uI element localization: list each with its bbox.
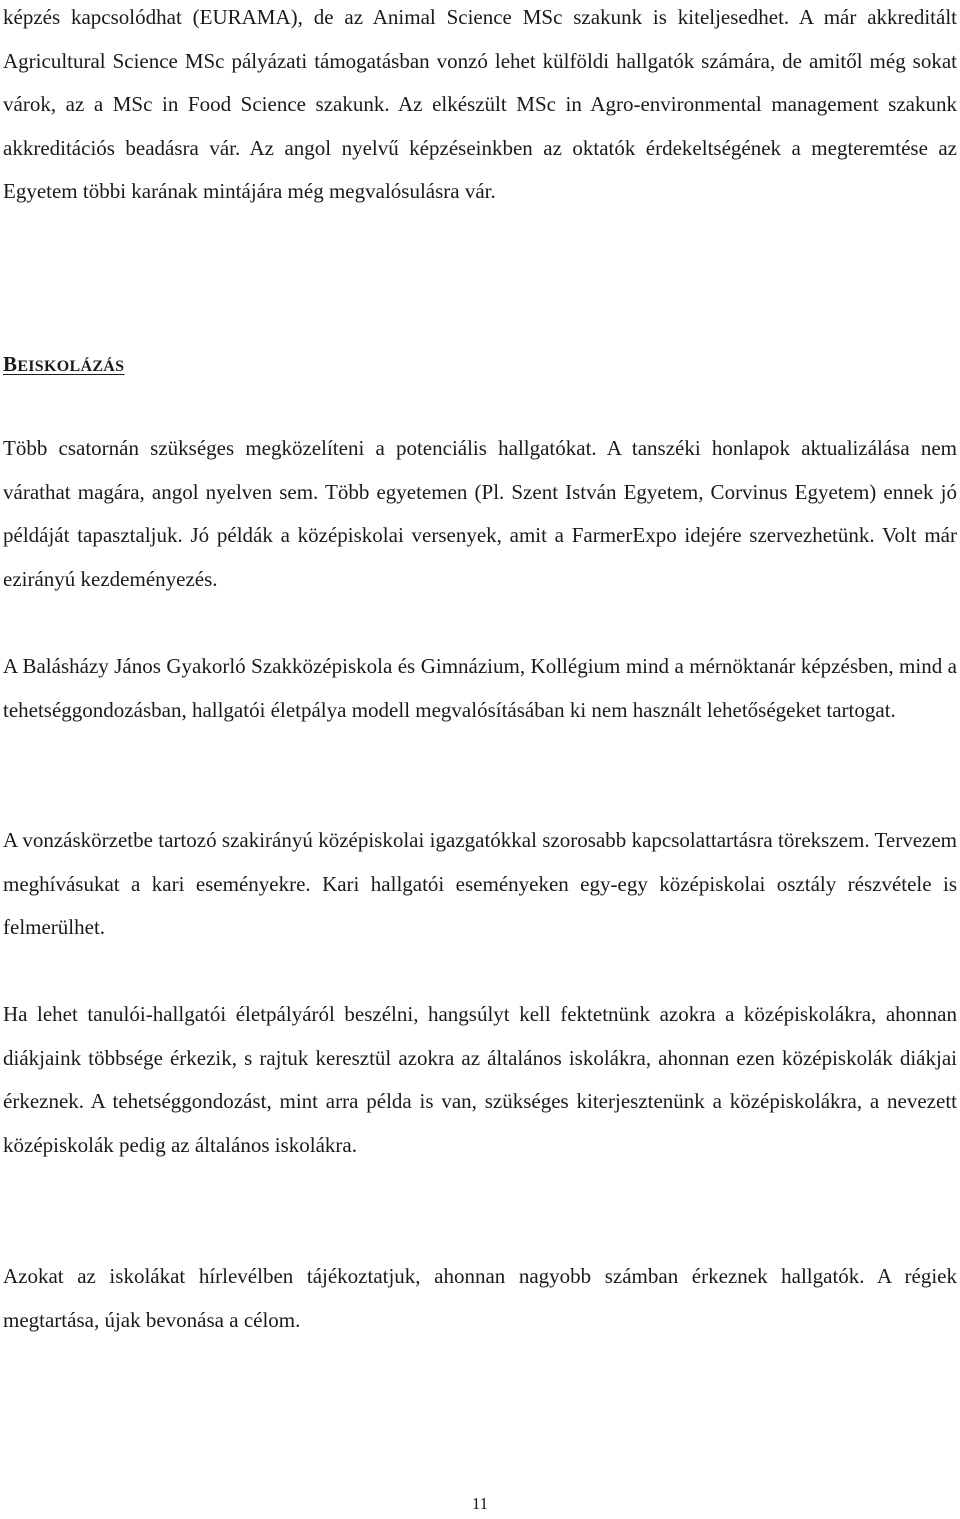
- paragraph-newsletter: Azokat az iskolákat hírlevélben tájékoztatjuk, ahonnan nagyobb számban érkeznek hallgatók. A régiek megtartása, újak bevonása a célom.: [3, 1264, 957, 1332]
- page-number: 11: [471, 1494, 489, 1513]
- paragraph-regional-schools: A vonzáskörzetbe tartozó szakirányú középiskolai igazgatókkal szorosabb kapcsolattartásra törekszem. Tervezem meghívásukat a kari eseményekre. Kari hallgatói eseményeken egy-egy középiskolai osztály részvétele is felmerülhet.: [3, 828, 957, 940]
- heading-initial: B: [3, 352, 18, 376]
- heading-rest: EISKOLÁZÁS: [17, 358, 125, 375]
- paragraph-career-path: Ha lehet tanulói-hallgatói életpályáról beszélni, hangsúlyt kell fektetnünk azokra a középiskolákra, ahonnan diákjaink többsége érkezik, s rajtuk keresztül azokra az általános iskolákra, ahonnan ezen középiskolák diákjai érkeznek. A tehetséggondozást, mint arra példa is van, szükséges kiterjesztenünk a középiskolákra, a nevezett középiskolák pedig az általános iskolákra.: [3, 1002, 957, 1157]
- paragraph-international-programs: képzés kapcsolódhat (EURAMA), de az Animal Science MSc szakunk is kiteljesedhet. A már akkreditált Agricultural Science MSc pályázati támogatásban vonzó lehet külföldi hallgatók számára, de amitől még sokat várok, az a MSc in Food Science szakunk. Az elkészült MSc in Agro-environmental management szakunk akkreditációs beadásra vár. Az angol nyelvű képzéseinkben az oktatók érdekeltségének a megteremtése az Egyetem többi karának mintájára még megvalósulásra vár.: [3, 5, 957, 204]
- section-heading-beiskolazas: [3, 346, 124, 385]
- paragraph-balashazy-school: A Balásházy János Gyakorló Szakközépiskola és Gimnázium, Kollégium mind a mérnöktanár képzésben, mind a tehetséggondozásban, hallgatói életpálya modell megvalósításában ki nem használt lehetőségeket tartogat.: [3, 654, 957, 722]
- paragraph-channels: Több csatornán szükséges megközelíteni a potenciális hallgatókat. A tanszéki honlapok aktualizálása nem várathat magára, angol nyelven sem. Több egyetemen (Pl. Szent István Egyetem, Corvinus Egyetem) ennek jó példáját tapasztaljuk. Jó példák a középiskolai versenyek, amit a FarmerExpo idejére szervezhetünk. Volt már ezirányú kezdeményezés.: [3, 436, 957, 591]
